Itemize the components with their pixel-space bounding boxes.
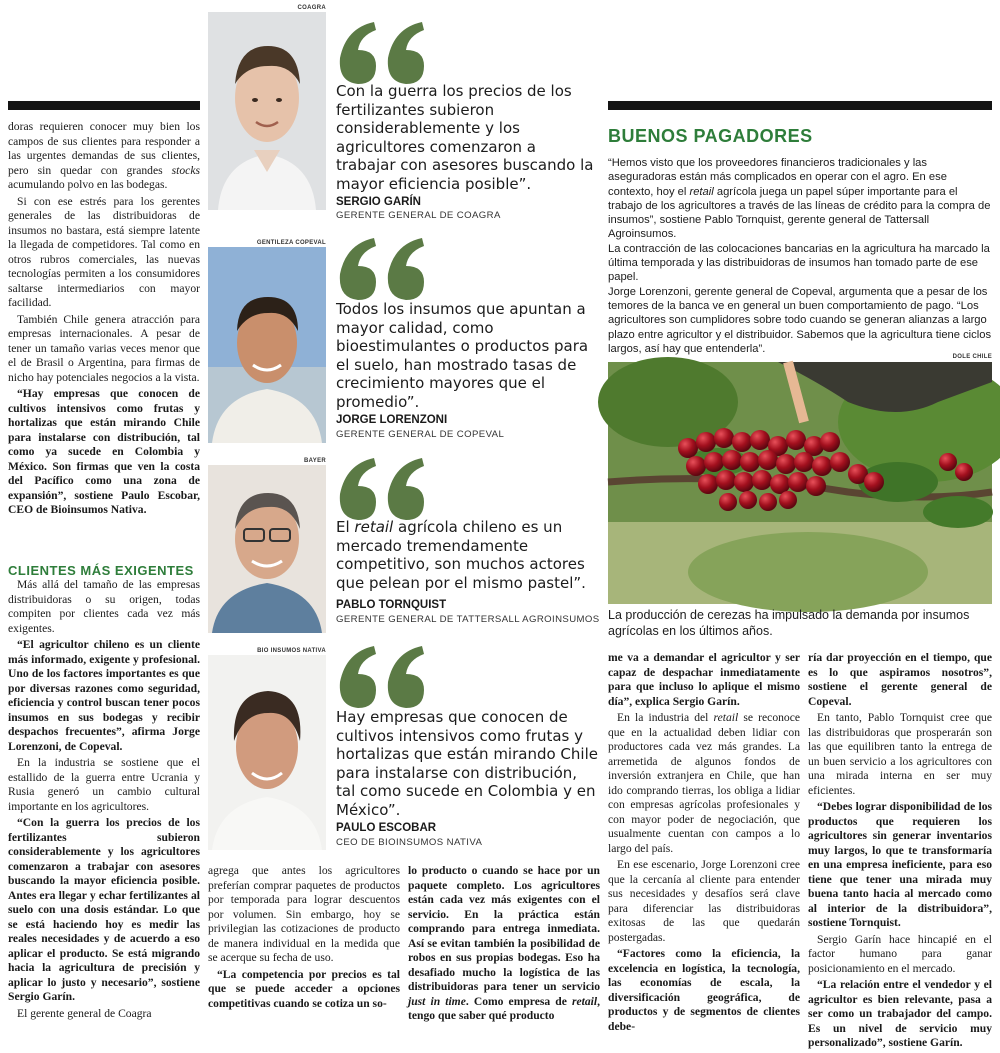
portrait-photo — [208, 655, 326, 850]
quote-mark-icon — [334, 448, 430, 524]
paragraph-quote: “Con la guerra los precios de los fertilizantes subieron considerablemente y los agricultores comenzaron a trabajar con asesores buscando la mayor eficiencia posible. Antes era llegar y echar fertilizantes al suelo con una dosis estándar. Lo que se está haciendo hoy es medir las reales necesidades y de acuerdo a eso aplicar el producto. Se está migrando hacia la agricultura de precisión y aplicar lo justo y necesario”, sostiene Sergio Garín. — [8, 816, 200, 1003]
person-photo-icon — [208, 12, 326, 210]
section-rule-right — [608, 101, 992, 110]
article-column-3-bottom — [408, 864, 600, 1026]
cherries-photo — [608, 362, 992, 604]
quote-text-emphasis: retail — [354, 518, 394, 536]
photo-caption: La producción de cerezas ha impulsado la demanda por insumos agrícolas en los últimos años. — [608, 608, 970, 638]
paragraph: agrega que antes los agricultores preferían comprar paquetes de productos por temporada para lograr descuentos por volumen. Sin embargo, hoy se privilegian las cotizaciones de producto de manera individual en la medida que se acerque su fecha de uso. — [208, 864, 400, 964]
photo-credit: COAGRA — [297, 5, 326, 11]
person-photo-icon — [208, 655, 326, 850]
article-column-4-bottom — [608, 651, 800, 1036]
photo-credit: BAYER — [304, 458, 326, 464]
quote-text-part: El — [336, 518, 355, 536]
text-emphasis: retail — [571, 994, 598, 1008]
article-column-1-bottom — [8, 578, 200, 1023]
text-part: En la industria del — [617, 711, 714, 724]
article-column-5-bottom — [808, 651, 992, 1053]
quote-text-part: agrícola chileno es un mercado tremendamente competitivo, son muchos actores que pelean por el mismo pastel”. — [336, 518, 586, 592]
portrait-photo — [208, 247, 326, 443]
paragraph-quote — [408, 864, 600, 1024]
paragraph-quote: me va a demandar el agricultor y ser capaz de despachar inmediatamente para que incluso lo aplique el mismo día”, explica Sergio Garín. — [608, 651, 800, 708]
section-heading: BUENOS PAGADORES — [608, 126, 813, 146]
quote-author-role: CEO DE BIOINSUMOS NATIVA — [336, 837, 483, 848]
paragraph — [608, 711, 800, 856]
text-part: se reconoce que en la actualidad deben lidiar con productores cada vez más grandes. La arremetida de algunos fondos de inversión extranjera en Chile, que han ido comprando tierras, los obliga a lidiar con empresas agrícolas profesionales y con mayor poder de negociación, que usualmente cuentan con campos a lo largo del país. — [608, 711, 801, 855]
person-photo-icon — [208, 465, 326, 633]
paragraph-quote: “Hay empresas que conocen de cultivos intensivos como frutas y hortalizas que están mirando Chile para instalarse con distribución, tal como ya sucede en Colombia y México. Son firmas que ven la costa del Pacífico como una zona de expansión”, sostiene Paulo Escobar, CEO de Bioinsumos Nativa. — [8, 387, 200, 516]
text-emphasis: retail — [713, 711, 739, 724]
quote-mark-icon — [334, 636, 430, 712]
paragraph: En tanto, Pablo Tornquist cree que las distribuidoras que prosperarán son las que equilibren tanto la entrega de un buen servicio a los agricultores con una mirada interna en ser muy eficientes. — [808, 711, 992, 797]
text-part: . Como empresa de — [465, 994, 572, 1008]
sidebar-text — [608, 156, 992, 356]
quote-mark-icon — [334, 12, 430, 88]
person-photo-icon — [208, 247, 326, 443]
paragraph — [608, 156, 992, 242]
quote-author-name: PAULO ESCOBAR — [336, 822, 437, 834]
text-part: “Hemos visto que los proveedores financieros tradicionales y las aseguradoras están más complicados en operar con el agro. En ese contexto, hoy el — [608, 157, 947, 198]
paragraph-quote: “El agricultor chileno es un cliente más informado, exigente y profesional. Uno de los factores importantes es que por diversas razones como seguridad, eficiencia y control buscan tener pocos insumos en sus bodegas y recibir despachos frecuentes”, afirma Jorge Lorenzoni, de Copeval. — [8, 638, 200, 753]
quote-author-role: GERENTE GENERAL DE COPEVAL — [336, 429, 505, 440]
subheading-clientes: CLIENTES MÁS EXIGENTES — [8, 563, 194, 578]
paragraph: Si con ese estrés para los gerentes generales de las distribuidoras de insumos no bastara, está siempre latente la llegada de competidores. Tal como en otros rubros comerciales, las nuevas tecnologías permiten a los consumidores saltarse intermediarios con mayor facilidad. — [8, 194, 200, 309]
photo-credit: GENTILEZA COPEVAL — [256, 240, 326, 246]
text-emphasis: retail — [689, 185, 714, 198]
quote-author-name: SERGIO GARÍN — [336, 196, 421, 208]
paragraph: El gerente general de Coagra — [17, 1006, 152, 1020]
paragraph-quote: “La competencia por precios es tal que se puede acceder a opciones competitivas cuando se cotiza un so- — [208, 967, 400, 1010]
portrait-photo — [208, 12, 326, 210]
paragraph: En ese escenario, Jorge Lorenzoni cree que la cercanía al cliente para entender sus necesidades y desafíos será clave para diferenciar las distribuidoras exitosas de las que quedarán postergadas. — [608, 858, 800, 944]
paragraph: La contracción de las colocaciones bancarias en la agricultura ha marcado la última temporada y las distribuidoras de insumos han tomado parte de ese papel. — [608, 242, 990, 284]
pull-quote-text — [336, 518, 598, 592]
paragraph-quote: “Debes lograr disponibilidad de los productos que requieren los agricultores sin generar inventarios muy largos, lo que te transformaría en una empresa ineficiente, para eso tiene que tener una mirada muy buena tanto hacia al mercado como al interior de la distribuidora”, sostiene Tornquist. — [808, 800, 992, 929]
pull-quote-text: Con la guerra los precios de los fertilizantes subieron considerablemente y los agricultores comenzaron a trabajar con asesores buscando la mayor eficiencia posible”. — [336, 82, 594, 193]
quote-mark-icon — [334, 228, 430, 304]
quote-author-name: JORGE LORENZONI — [336, 414, 448, 426]
paragraph: Sergio Garín hace hincapié en el factor humano para ganar posicionamiento en el mercado. — [808, 932, 992, 975]
paragraph: doras requieren conocer muy bien los campos de sus clientes para responder a las urgentes demandas de sus clientes, pero sin quedar con grandes stocks acumulando polvo en las bodegas. — [8, 120, 200, 191]
paragraph: Más allá del tamaño de las empresas distribuidoras o su origen, todas compiten por clientes cada vez más exigentes. — [8, 578, 200, 635]
paragraph-quote: “Factores como la eficiencia, la excelencia en logística, la tecnología, las economías de escala, la diversificación geográfica, de productos y de segmentos de clientes debe- — [608, 947, 800, 1033]
portrait-photo — [208, 465, 326, 633]
paragraph: También Chile genera atracción para empresas internacionales. A pesar de tener un tamaño varias veces menor que el de Brasil o Argentina, para firmas de nicho hay potenciales negocios a la vista. — [8, 312, 200, 384]
text-part: agrícola juega un papel súper importante para el trabajo de los agricultores a través de las líneas de crédito para la compra de insumos”, sostiene Pablo Tornquist, gerente general de Tattersall Agroinsumos. — [608, 185, 991, 241]
photo-credit: BIO INSUMOS NATIVA — [257, 648, 326, 654]
quote-author-role: GERENTE GENERAL DE TATTERSALL AGROINSUMOS — [336, 614, 600, 625]
paragraph-quote: “La relación entre el vendedor y el agricultor es bien relevante, pasa a ser como un trabajador del campo. Es un nivel de servicio muy personalizado”, sostiene Garín. — [808, 978, 992, 1049]
photo-credit: DOLE CHILE — [952, 354, 992, 360]
pull-quote-text: Hay empresas que conocen de cultivos intensivos como frutas y hortalizas que están mirando Chile para instalarse con distribución, tal como sucede en Colombia y en México”. — [336, 708, 598, 819]
paragraph: En la industria se sostiene que el estallido de la guerra entre Ucrania y Rusia generó un cambio cultural importante en los agricultores. — [8, 756, 200, 813]
text-emphasis: just in time — [408, 994, 466, 1008]
quote-author-role: GERENTE GENERAL DE COAGRA — [336, 210, 501, 221]
cherry-tree-icon — [608, 362, 992, 604]
pull-quote-text: Todos los insumos que apuntan a mayor calidad, como bioestimulantes o productos para el suelo, han mostrado tasas de crecimiento mayores que el promedio”. — [336, 300, 589, 411]
paragraph: Jorge Lorenzoni, gerente general de Copeval, argumenta que a pesar de los temores de la banca ve en general un buen comportamiento de pago. “Los agricultores son cumplidores sobre todo cuando se generan alianzas a largo plazo entre agricultor y el distribuidor. Sabemos que la agricultura tiene ciclos largos, así hay que entenderla”. — [608, 285, 992, 355]
article-column-2-bottom — [208, 864, 400, 1013]
text-part: lo producto o cuando se hace por un paquete completo. Los agricultores están cada vez más exigentes con el servicio. En la práctica están comprando para entrega inmediata. Así se evitan también la posibilidad de robos en sus propias bodegas. Eso ha desafiado mucho la logística de las distribuidoras para tener un servicio — [408, 864, 600, 993]
paragraph-quote: ría dar proyección en el tiempo, que es lo que aspiramos nosotros”, sostiene el gerente general de Copeval. — [808, 651, 992, 708]
article-column-1-top — [8, 120, 200, 520]
text-part: , tengo que saber qué producto — [408, 994, 600, 1022]
quote-author-name: PABLO TORNQUIST — [336, 599, 447, 611]
section-rule-left — [8, 101, 200, 110]
